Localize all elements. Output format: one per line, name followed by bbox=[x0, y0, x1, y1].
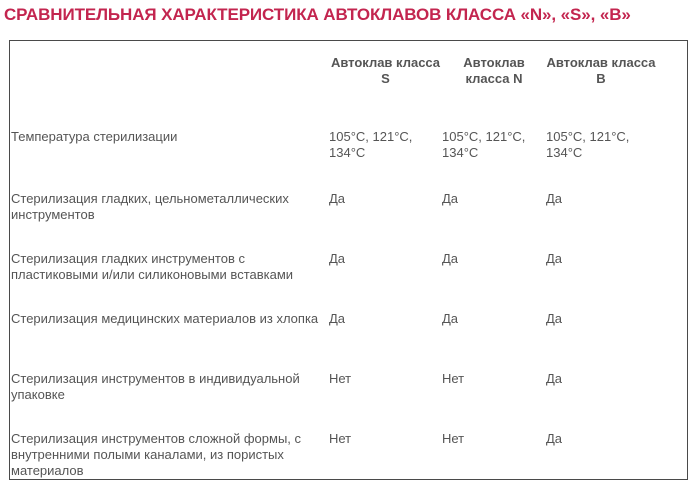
row-label: Стерилизация гладких, цельнометаллических инструментов bbox=[11, 191, 289, 222]
cell-class-s: 105°C, 121°C, 134°C bbox=[329, 129, 413, 160]
cell-class-b: Да bbox=[546, 191, 563, 206]
cell-class-s: Да bbox=[329, 191, 346, 206]
cell-class-b: 105°C, 121°C, 134°C bbox=[546, 129, 630, 160]
row-label: Температура стерилизации bbox=[11, 129, 178, 144]
table-row bbox=[11, 403, 656, 479]
cell-class-n: 105°C, 121°C, 134°C bbox=[442, 129, 526, 160]
comparison-table bbox=[11, 41, 656, 479]
cell-class-s: Нет bbox=[329, 371, 352, 386]
table-row bbox=[11, 283, 656, 343]
table-row bbox=[11, 161, 656, 223]
cell-class-s: Нет bbox=[329, 431, 352, 446]
row-label: Стерилизация гладких инструментов с пластиковыми и/или силиконовыми вставками bbox=[11, 251, 294, 282]
table-row bbox=[11, 223, 656, 283]
row-label: Стерилизация инструментов сложной формы, с внутренними полыми каналами, из пористых материалов bbox=[11, 431, 302, 478]
cell-class-n: Да bbox=[442, 191, 459, 206]
table-row bbox=[11, 99, 656, 161]
cell-class-b: Да bbox=[546, 431, 563, 446]
cell-class-n: Да bbox=[442, 251, 459, 266]
cell-class-s: Да bbox=[329, 251, 346, 266]
cell-class-b: Да bbox=[546, 251, 563, 266]
cell-class-n: Нет bbox=[442, 371, 465, 386]
table-header-row bbox=[11, 41, 656, 99]
cell-class-n: Нет bbox=[442, 431, 465, 446]
cell-class-b: Да bbox=[546, 371, 563, 386]
table-corner-cell bbox=[11, 41, 329, 99]
cell-class-n: Да bbox=[442, 311, 459, 326]
column-header-class-b: Автоклав класса B bbox=[546, 55, 656, 86]
comparison-table-frame bbox=[9, 40, 688, 480]
column-header-class-s: Автоклав класса S bbox=[330, 55, 441, 86]
cell-class-s: Да bbox=[329, 311, 346, 326]
row-label: Стерилизация инструментов в индивидуальной упаковке bbox=[11, 371, 300, 402]
table-row bbox=[11, 343, 656, 403]
column-header-class-n: Автоклав класса N bbox=[463, 55, 525, 86]
page-title: СРАВНИТЕЛЬНАЯ ХАРАКТЕРИСТИКА АВТОКЛАВОВ КЛАССА «N», «S», «B» bbox=[4, 5, 631, 24]
row-label: Стерилизация медицинских материалов из хлопка bbox=[11, 311, 319, 326]
cell-class-b: Да bbox=[546, 311, 563, 326]
